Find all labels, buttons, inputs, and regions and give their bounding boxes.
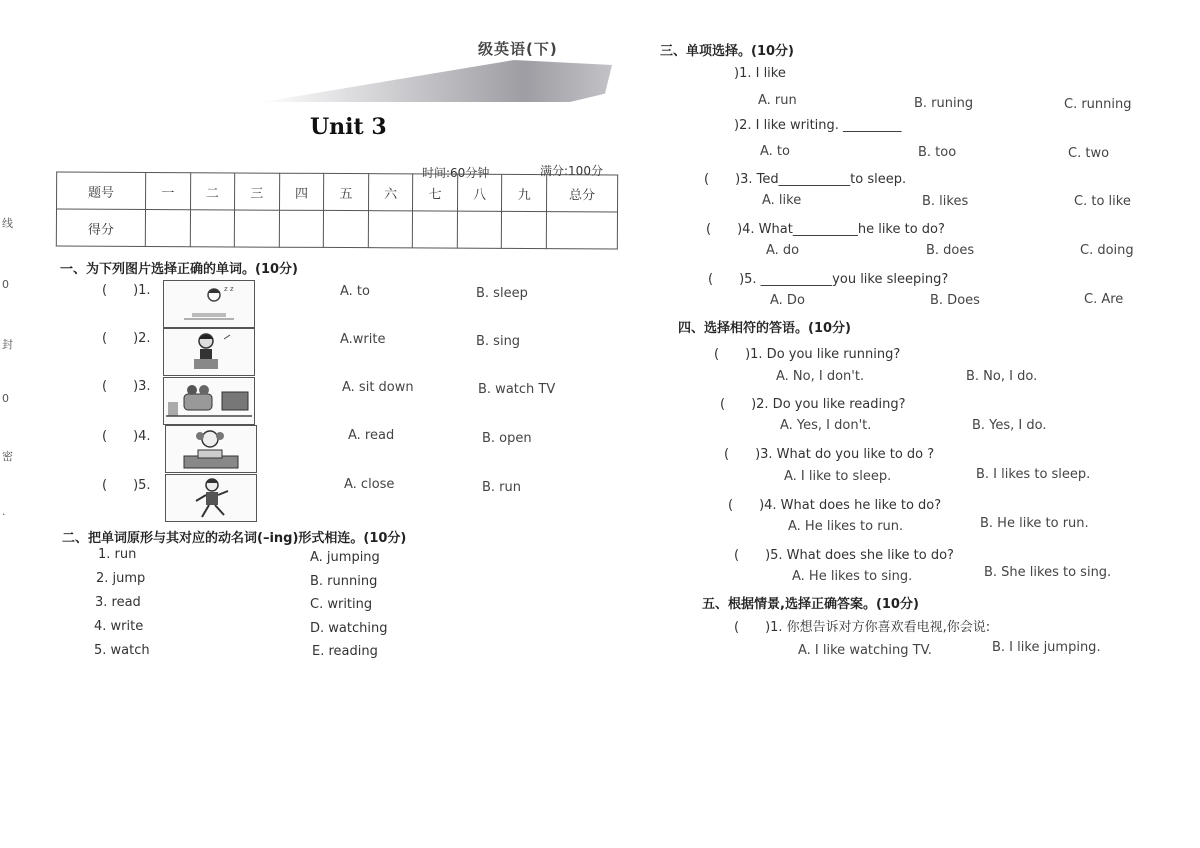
option-b: B. Does xyxy=(930,293,980,308)
option-b: B. open xyxy=(482,431,532,446)
option-c: C. to like xyxy=(1074,194,1131,209)
running-boy-icon xyxy=(165,474,257,522)
option-c: C. two xyxy=(1068,146,1110,161)
question-text: ( )1. Do you like running? xyxy=(714,347,901,362)
question-text: ( )4. What__________he like to do? xyxy=(706,222,945,237)
header-banner xyxy=(262,60,612,102)
option-b: B. watch TV xyxy=(478,382,556,397)
table-cell: 六 xyxy=(368,174,413,211)
reading-girl-icon xyxy=(165,425,257,473)
table-cell: 四 xyxy=(279,173,324,210)
score-entry-cell[interactable] xyxy=(413,211,458,248)
word-ing-form: A. jumping xyxy=(310,550,380,565)
score-label: 满分:100分 xyxy=(540,164,603,178)
table-cell: 八 xyxy=(457,174,502,211)
option-a: A. do xyxy=(766,243,800,258)
sleeping-child-icon xyxy=(163,280,255,328)
section1-title: 一、为下列图片选择正确的单词。(10分) xyxy=(60,262,298,277)
option-b: B. She likes to sing. xyxy=(984,565,1112,580)
question-text: ( )3. What do you like to do ? xyxy=(724,447,935,462)
option-b: B. No, I do. xyxy=(966,369,1038,384)
question-text: ( )5. What does she like to do? xyxy=(734,548,954,563)
option-b: B. Yes, I do. xyxy=(972,418,1047,433)
question-number: ( )4. xyxy=(102,429,151,444)
option-b: B. I likes to sleep. xyxy=(976,467,1091,482)
word-base-form: 2. jump xyxy=(96,571,146,586)
option-b: B. I like jumping. xyxy=(992,640,1101,655)
score-entry-cell[interactable] xyxy=(190,210,235,247)
table-cell: 一 xyxy=(146,172,191,209)
option-b: B. sleep xyxy=(476,286,528,301)
question-text: )2. I like writing. _________ xyxy=(734,118,902,133)
option-c: C. Are xyxy=(1084,292,1124,307)
table-cell: 总分 xyxy=(546,175,617,212)
score-entry-cell[interactable] xyxy=(323,210,368,247)
question-text: ( )5. ___________you like sleeping? xyxy=(708,272,949,287)
score-entry-cell[interactable] xyxy=(502,211,547,248)
margin-mark: 封 xyxy=(2,338,13,351)
word-base-form: 1. run xyxy=(98,547,137,562)
word-base-form: 5. watch xyxy=(94,643,150,658)
table-cell: 九 xyxy=(502,174,547,211)
question-text: ( )3. Ted___________to sleep. xyxy=(704,172,907,187)
question-text: ( )4. What does he like to do? xyxy=(728,498,942,513)
option-b: B. does xyxy=(926,243,975,258)
option-a: A. to xyxy=(760,144,790,159)
option-a: A. Yes, I don't. xyxy=(780,418,872,433)
television-icon xyxy=(163,377,255,425)
word-ing-form: D. watching xyxy=(310,621,388,636)
question-number: ( )3. xyxy=(102,379,151,394)
table-cell: 得分 xyxy=(56,209,145,246)
question-number: ( )1. xyxy=(102,283,151,298)
margin-mark: 0 xyxy=(2,278,9,291)
option-a: A. I like watching TV. xyxy=(798,643,932,658)
section2-title: 二、把单词原形与其对应的动名词(–ing)形式相连。(10分) xyxy=(62,531,407,546)
score-entry-cell[interactable] xyxy=(457,211,502,248)
option-b: B. too xyxy=(918,145,957,160)
score-entry-cell[interactable] xyxy=(145,209,190,246)
question-text: ( )2. Do you like reading? xyxy=(720,397,906,412)
option-c: C. running xyxy=(1064,97,1132,112)
question-text: ( )1. 你想告诉对方你喜欢看电视,你会说: xyxy=(734,620,991,635)
option-a: A. read xyxy=(348,428,395,443)
word-base-form: 4. write xyxy=(94,619,144,634)
unit-title: Unit 3 xyxy=(310,114,387,140)
option-a: A. sit down xyxy=(342,380,414,395)
table-cell: 五 xyxy=(324,173,369,210)
option-a: A. like xyxy=(762,193,802,208)
question-number: ( )2. xyxy=(102,331,151,346)
score-entry-cell[interactable] xyxy=(546,212,617,249)
section5-title: 五、根据情景,选择正确答案。(10分) xyxy=(702,597,919,612)
option-b: B. run xyxy=(482,480,522,495)
question-text: )1. I like xyxy=(734,66,786,81)
table-cell: 七 xyxy=(413,174,458,211)
score-entry-cell[interactable] xyxy=(234,210,279,247)
margin-mark: · xyxy=(2,508,6,521)
option-a: A. No, I don't. xyxy=(776,369,865,384)
score-table xyxy=(56,172,618,250)
svg-text:z z: z z xyxy=(224,285,234,293)
word-ing-form: B. running xyxy=(310,574,378,589)
margin-mark: 线 xyxy=(2,217,13,230)
option-a: A. He likes to run. xyxy=(788,519,904,534)
option-b: B. sing xyxy=(476,334,521,349)
option-a: A. He likes to sing. xyxy=(792,569,913,584)
margin-mark: 0 xyxy=(2,392,9,405)
table-cell: 题号 xyxy=(57,172,146,209)
option-a: A. Do xyxy=(770,293,805,308)
score-entry-cell[interactable] xyxy=(368,211,413,248)
option-a: A. run xyxy=(758,93,797,108)
time-label: 时间:60分钟 xyxy=(422,166,490,180)
section3-title: 三、单项选择。(10分) xyxy=(660,44,794,59)
score-entry-cell[interactable] xyxy=(279,210,324,247)
banner-title: 级英语(下) xyxy=(478,40,558,58)
option-b: B. runing xyxy=(914,96,974,111)
section4-title: 四、选择相符的答语。(10分) xyxy=(678,321,851,336)
word-ing-form: E. reading xyxy=(312,644,378,659)
question-number: ( )5. xyxy=(102,478,151,493)
table-cell: 二 xyxy=(190,173,235,210)
option-b: B. likes xyxy=(922,194,969,209)
score-table-score-row xyxy=(56,209,617,249)
singing-boy-icon xyxy=(163,328,255,376)
option-a: A. to xyxy=(340,284,370,299)
word-ing-form: C. writing xyxy=(310,597,373,612)
margin-mark: 密 xyxy=(2,450,13,463)
option-a: A.write xyxy=(340,332,386,347)
option-b: B. He like to run. xyxy=(980,516,1089,531)
option-a: A. I like to sleep. xyxy=(784,469,892,484)
option-a: A. close xyxy=(344,477,395,492)
word-base-form: 3. read xyxy=(95,595,141,610)
option-c: C. doing xyxy=(1080,243,1134,258)
table-cell: 三 xyxy=(235,173,280,210)
score-table-header-row xyxy=(57,172,618,212)
